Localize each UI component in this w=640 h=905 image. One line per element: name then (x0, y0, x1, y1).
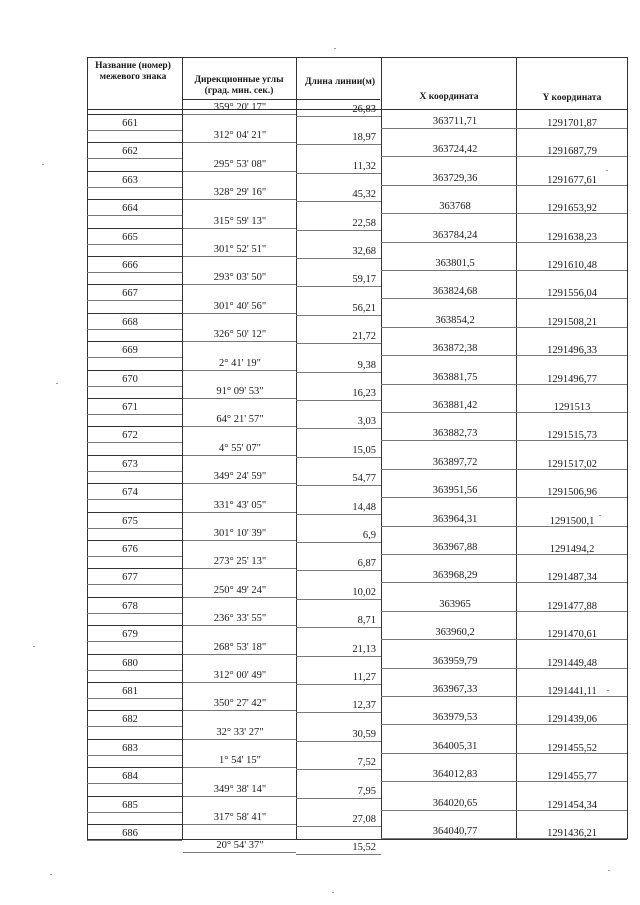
line-length: 6,87 (357, 558, 376, 569)
boundary-mark-number: 667 (122, 288, 138, 299)
line-length: 56,21 (352, 303, 376, 314)
header-x: X координата (419, 92, 479, 102)
header-y: Y координата (542, 93, 602, 103)
line-length: 32,68 (352, 246, 376, 257)
row-rule (381, 781, 627, 782)
line-length: 16,23 (352, 388, 376, 399)
line-length: 7,52 (357, 757, 376, 768)
x-coordinate: 363881,75 (432, 372, 478, 383)
x-coordinate: 363968,29 (432, 570, 478, 581)
scan-speck (599, 515, 601, 516)
row-rule (87, 272, 182, 273)
row-rule (183, 171, 296, 172)
scan-speck (50, 874, 52, 875)
row-rule (183, 284, 296, 285)
direction-angle: 1° 54' 15" (219, 755, 261, 766)
row-rule (87, 284, 182, 285)
row-rule (87, 597, 182, 598)
row-rule (87, 114, 182, 115)
direction-angle: 359° 20' 17" (213, 102, 267, 113)
direction-angle: 295° 53' 08" (213, 159, 267, 170)
row-rule (296, 542, 381, 543)
row-rule (87, 199, 182, 200)
line-length: 54,77 (352, 473, 376, 484)
line-length: 45,32 (352, 189, 376, 200)
table-top-border (87, 57, 627, 58)
column-divider (296, 57, 297, 839)
y-coordinate: 1291701,87 (547, 118, 597, 129)
row-rule (296, 315, 381, 316)
row-rule (183, 341, 296, 342)
row-rule (296, 428, 381, 429)
left-border (87, 57, 88, 839)
direction-angle: 32° 33' 27" (216, 727, 264, 738)
direction-angle: 91° 09' 53" (216, 386, 264, 397)
direction-angle: 250° 49' 24" (213, 585, 267, 596)
row-rule (381, 582, 627, 583)
row-rule (381, 384, 627, 385)
y-coordinate: 1291487,34 (547, 572, 597, 583)
row-rule (296, 116, 381, 117)
y-coordinate: 1291477,88 (547, 601, 597, 612)
row-rule (183, 142, 296, 143)
row-rule (296, 400, 381, 401)
boundary-mark-number: 678 (122, 601, 138, 612)
direction-angle: 326° 50' 12" (213, 329, 267, 340)
boundary-mark-number: 669 (122, 345, 138, 356)
row-rule (87, 398, 182, 399)
row-rule (183, 852, 296, 853)
row-rule (87, 824, 182, 825)
row-rule (87, 641, 182, 642)
row-rule (183, 739, 296, 740)
row-rule (87, 528, 182, 529)
direction-angle: 4° 55' 07" (219, 443, 261, 454)
row-rule (87, 142, 182, 143)
row-rule (183, 682, 296, 683)
row-rule (296, 627, 381, 628)
header-length: Длина линии(м) (305, 77, 375, 87)
row-rule (87, 682, 182, 683)
boundary-mark-number: 680 (122, 658, 138, 669)
row-rule (183, 256, 296, 257)
boundary-mark-number: 676 (122, 544, 138, 555)
row-rule (87, 471, 182, 472)
line-length: 22,58 (352, 218, 376, 229)
y-coordinate: 1291441,11 (547, 686, 597, 697)
row-rule (381, 412, 627, 413)
row-rule (87, 244, 182, 245)
line-length: 11,27 (352, 672, 376, 683)
y-coordinate: 1291506,96 (547, 487, 597, 498)
row-rule (87, 386, 182, 387)
row-rule (87, 584, 182, 585)
row-rule (381, 128, 627, 129)
row-rule (296, 230, 381, 231)
row-rule (296, 798, 381, 799)
row-rule (87, 256, 182, 257)
row-rule (381, 554, 627, 555)
x-coordinate: 363951,56 (432, 485, 478, 496)
x-coordinate: 363724,42 (432, 144, 478, 155)
row-rule (183, 540, 296, 541)
direction-angle: 349° 24' 59" (213, 471, 267, 482)
scan-speck (607, 690, 609, 691)
row-rule (183, 370, 296, 371)
line-length: 12,37 (352, 700, 376, 711)
row-rule (87, 698, 182, 699)
line-length: 3,03 (357, 416, 376, 427)
right-border (627, 57, 628, 839)
line-length: 26,83 (352, 104, 376, 115)
row-rule (87, 483, 182, 484)
boundary-mark-number: 666 (122, 260, 138, 271)
boundary-mark-number: 665 (122, 232, 138, 243)
row-rule (183, 568, 296, 569)
row-rule (183, 483, 296, 484)
row-rule (296, 684, 381, 685)
row-rule (87, 670, 182, 671)
line-length: 18,97 (352, 132, 376, 143)
row-rule (381, 696, 627, 697)
x-coordinate: 363801,5 (435, 258, 475, 269)
row-rule (381, 810, 627, 811)
row-rule (87, 726, 182, 727)
y-coordinate: 1291500,1 (549, 516, 595, 527)
row-rule (381, 213, 627, 214)
direction-angle: 312° 00' 49" (213, 670, 267, 681)
row-rule (296, 570, 381, 571)
direction-angle: 2° 41' 19" (219, 358, 261, 369)
boundary-mark-number: 679 (122, 629, 138, 640)
row-rule (87, 341, 182, 342)
table-bottom-border (87, 839, 627, 840)
row-rule (183, 455, 296, 456)
scan-speck (42, 164, 44, 165)
scan-speck (332, 892, 334, 893)
boundary-mark-number: 681 (122, 686, 138, 697)
boundary-mark-number: 677 (122, 572, 138, 583)
scan-speck (334, 48, 336, 49)
row-rule (87, 796, 182, 797)
row-rule (87, 613, 182, 614)
row-rule (381, 724, 627, 725)
row-rule (87, 540, 182, 541)
row-rule (87, 625, 182, 626)
row-rule (381, 355, 627, 356)
line-length: 8,71 (357, 615, 376, 626)
header-name: Название (номер) межевого знака (95, 61, 171, 82)
row-rule (381, 298, 627, 299)
row-rule (87, 158, 182, 159)
x-coordinate: 364012,83 (432, 769, 478, 780)
boundary-mark-number: 663 (122, 175, 138, 186)
x-coordinate: 363882,73 (432, 428, 478, 439)
boundary-mark-number: 686 (122, 828, 138, 839)
y-coordinate: 1291449,48 (547, 658, 597, 669)
x-coordinate: 363959,79 (432, 656, 478, 667)
y-coordinate: 1291508,21 (547, 317, 597, 328)
x-coordinate: 363967,88 (432, 542, 478, 553)
row-rule (183, 796, 296, 797)
row-rule (183, 199, 296, 200)
scan-speck (33, 646, 35, 647)
row-rule (296, 514, 381, 515)
line-length: 15,52 (352, 842, 376, 853)
row-rule (296, 258, 381, 259)
row-rule (381, 242, 627, 243)
row-rule (87, 710, 182, 711)
direction-angle: 301° 52' 51" (213, 244, 267, 255)
y-coordinate: 1291439,06 (547, 714, 597, 725)
boundary-mark-number: 671 (122, 402, 138, 413)
x-coordinate: 363881,42 (432, 400, 478, 411)
row-rule (87, 329, 182, 330)
row-rule (87, 739, 182, 740)
boundary-mark-number: 682 (122, 714, 138, 725)
row-rule (183, 313, 296, 314)
x-coordinate: 364005,31 (432, 741, 478, 752)
x-coordinate: 363960,2 (435, 627, 475, 638)
row-rule (183, 597, 296, 598)
x-coordinate: 363711,71 (432, 116, 478, 127)
row-rule (381, 611, 627, 612)
row-rule (381, 526, 627, 527)
column-divider (381, 57, 382, 839)
row-rule (296, 485, 381, 486)
column-divider (182, 57, 183, 839)
x-coordinate: 364020,65 (432, 798, 478, 809)
row-rule (183, 767, 296, 768)
row-rule (87, 228, 182, 229)
direction-angle: 268° 53' 18" (213, 642, 267, 653)
row-rule (183, 398, 296, 399)
y-coordinate: 1291513 (553, 402, 591, 413)
row-rule (296, 144, 381, 145)
row-rule (296, 656, 381, 657)
row-rule (183, 228, 296, 229)
row-rule (381, 497, 627, 498)
direction-angle: 349° 38' 14" (213, 784, 267, 795)
row-rule (381, 185, 627, 186)
direction-angle: 20° 54' 37" (216, 840, 264, 851)
x-coordinate: 363872,38 (432, 343, 478, 354)
row-rule (87, 499, 182, 500)
row-rule (87, 215, 182, 216)
scan-speck (56, 383, 58, 384)
row-rule (183, 512, 296, 513)
row-rule (296, 372, 381, 373)
row-rule (381, 469, 627, 470)
y-coordinate: 1291455,77 (547, 771, 597, 782)
boundary-mark-number: 661 (122, 118, 138, 129)
boundary-mark-number: 685 (122, 800, 138, 811)
y-coordinate: 1291454,34 (547, 800, 597, 811)
row-rule (296, 173, 381, 174)
x-coordinate: 363824,68 (432, 286, 478, 297)
row-rule (183, 654, 296, 655)
line-length: 21,13 (352, 644, 376, 655)
scan-speck (606, 170, 608, 171)
row-rule (183, 824, 296, 825)
direction-angle: 236° 33' 55" (213, 613, 267, 624)
row-rule (87, 426, 182, 427)
row-rule (381, 327, 627, 328)
boundary-mark-number: 662 (122, 146, 138, 157)
boundary-mark-number: 670 (122, 374, 138, 385)
y-coordinate: 1291610,48 (547, 260, 597, 271)
y-coordinate: 1291436,21 (547, 828, 597, 839)
row-rule (87, 840, 182, 841)
row-rule (296, 741, 381, 742)
row-rule (381, 639, 627, 640)
y-coordinate: 1291556,04 (547, 288, 597, 299)
row-rule (87, 568, 182, 569)
x-coordinate: 363897,72 (432, 457, 478, 468)
y-coordinate: 1291638,23 (547, 232, 597, 243)
y-coordinate: 1291687,79 (547, 146, 597, 157)
line-length: 59,17 (352, 274, 376, 285)
boundary-mark-number: 674 (122, 487, 138, 498)
row-rule (183, 625, 296, 626)
header-angle: Дирекционные углы (град. мин. сек.) (194, 75, 284, 96)
row-rule (87, 767, 182, 768)
row-rule (87, 512, 182, 513)
row-rule (87, 313, 182, 314)
y-coordinate: 1291496,33 (547, 345, 597, 356)
row-rule (87, 300, 182, 301)
x-coordinate: 363967,33 (432, 684, 478, 695)
row-rule (296, 457, 381, 458)
x-coordinate: 364040,77 (432, 826, 478, 837)
row-rule (87, 187, 182, 188)
direction-angle: 64° 21' 57" (216, 414, 264, 425)
row-rule (296, 826, 381, 827)
y-coordinate: 1291677,61 (547, 175, 597, 186)
x-coordinate: 363784,24 (432, 230, 478, 241)
row-rule (87, 370, 182, 371)
line-length: 27,08 (352, 814, 376, 825)
y-coordinate: 1291517,02 (547, 459, 597, 470)
x-coordinate: 363854,2 (435, 315, 475, 326)
row-rule (296, 854, 381, 855)
row-rule (87, 414, 182, 415)
row-rule (87, 442, 182, 443)
row-rule (381, 753, 627, 754)
row-rule (183, 114, 296, 115)
row-rule (87, 455, 182, 456)
x-coordinate: 363965 (439, 599, 471, 610)
x-coordinate: 363979,53 (432, 712, 478, 723)
line-length: 30,59 (352, 729, 376, 740)
y-coordinate: 1291496,77 (547, 374, 597, 385)
row-rule (87, 357, 182, 358)
row-rule (381, 156, 627, 157)
line-length: 14,48 (352, 502, 376, 513)
direction-angle: 331° 43' 05" (213, 500, 267, 511)
row-rule (183, 426, 296, 427)
line-length: 6,9 (362, 530, 376, 541)
row-rule (296, 769, 381, 770)
row-rule (87, 171, 182, 172)
boundary-mark-number: 683 (122, 743, 138, 754)
row-rule (183, 710, 296, 711)
direction-angle: 317° 58' 41" (213, 812, 267, 823)
direction-angle: 312° 04' 21" (213, 130, 267, 141)
x-coordinate: 363729,36 (432, 173, 478, 184)
row-rule (296, 343, 381, 344)
boundary-mark-number: 673 (122, 459, 138, 470)
row-rule (381, 270, 627, 271)
row-rule (87, 556, 182, 557)
direction-angle: 328° 29' 16" (213, 187, 267, 198)
column-divider (516, 57, 517, 839)
row-rule (87, 783, 182, 784)
row-rule (381, 440, 627, 441)
row-rule (87, 654, 182, 655)
line-length: 21,72 (352, 331, 376, 342)
row-rule (381, 668, 627, 669)
direction-angle: 273° 25' 13" (213, 556, 267, 567)
direction-angle: 301° 10' 39" (213, 528, 267, 539)
y-coordinate: 1291515,73 (547, 430, 597, 441)
boundary-mark-number: 664 (122, 203, 138, 214)
row-rule (296, 201, 381, 202)
y-coordinate: 1291494,2 (549, 544, 595, 555)
line-length: 11,32 (352, 161, 376, 172)
row-rule (296, 286, 381, 287)
row-rule (296, 599, 381, 600)
row-rule (87, 130, 182, 131)
direction-angle: 293° 03' 50" (213, 272, 267, 283)
direction-angle: 315° 59' 13" (213, 216, 267, 227)
y-coordinate: 1291455,52 (547, 743, 597, 754)
line-length: 7,95 (357, 786, 376, 797)
line-length: 9,38 (357, 360, 376, 371)
line-length: 10,02 (352, 587, 376, 598)
row-rule (87, 755, 182, 756)
row-rule (296, 712, 381, 713)
x-coordinate: 363964,31 (432, 514, 478, 525)
x-coordinate: 363768 (439, 201, 471, 212)
boundary-mark-number: 684 (122, 771, 138, 782)
y-coordinate: 1291470,61 (547, 629, 597, 640)
boundary-mark-number: 668 (122, 317, 138, 328)
line-length: 15,05 (352, 445, 376, 456)
direction-angle: 301° 40' 56" (213, 301, 267, 312)
boundary-mark-number: 675 (122, 516, 138, 527)
header-bottom-border (183, 99, 380, 100)
row-rule (87, 812, 182, 813)
y-coordinate: 1291653,92 (547, 203, 597, 214)
scan-speck (608, 870, 610, 871)
boundary-mark-number: 672 (122, 430, 138, 441)
direction-angle: 350° 27' 42" (213, 698, 267, 709)
